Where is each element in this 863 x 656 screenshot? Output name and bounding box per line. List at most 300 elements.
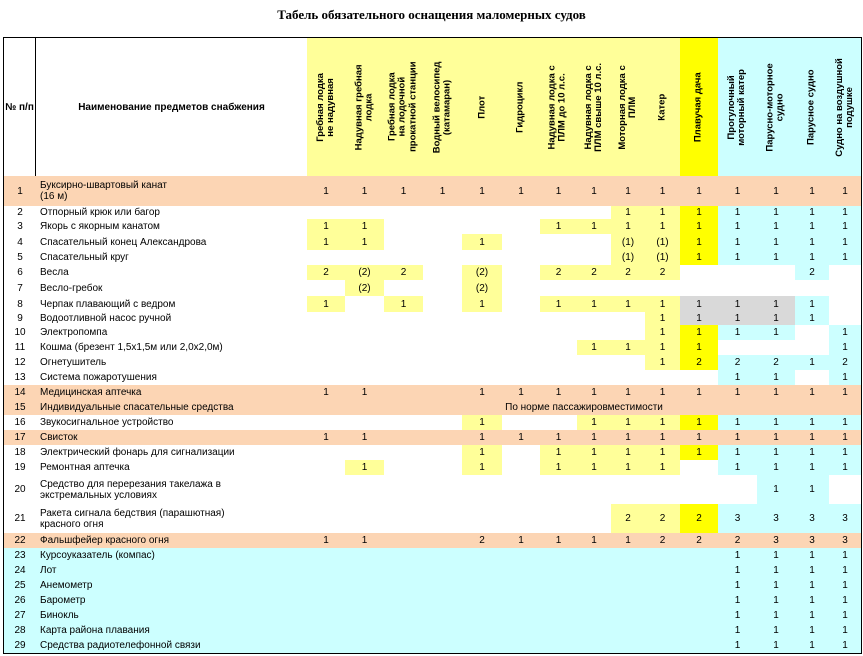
header-column-label [835, 58, 856, 157]
value-cell: 1 [611, 206, 646, 220]
value-cell [502, 296, 541, 313]
row-name [36, 325, 308, 341]
header-column [718, 37, 758, 177]
value-cell [345, 296, 385, 313]
value-cell [462, 623, 503, 639]
value-cell: 1 [462, 296, 503, 313]
value-cell [345, 370, 385, 386]
value-cell: 1 [718, 176, 758, 207]
row-name [36, 340, 308, 356]
value-cell: 1 [795, 623, 830, 639]
row-name-text: Бинокль [40, 610, 79, 621]
header-column-line: Судно на воздушной [833, 57, 845, 157]
row-name [36, 250, 308, 266]
value-cell [502, 578, 541, 594]
value-cell: 1 [645, 355, 681, 371]
value-cell: 1 [540, 385, 578, 401]
row-name [36, 578, 308, 594]
value-cell [462, 325, 503, 341]
row-name [36, 563, 308, 579]
value-cell [345, 608, 385, 624]
value-cell [502, 608, 541, 624]
value-cell [611, 548, 646, 564]
value-cell [462, 548, 503, 564]
value-cell: 1 [757, 475, 796, 505]
value-cell: 1 [611, 385, 646, 401]
row-number: 12 [3, 355, 37, 371]
value-cell [540, 563, 578, 579]
value-cell: 1 [829, 250, 862, 266]
value-cell [384, 623, 424, 639]
value-cell [502, 593, 541, 609]
value-cell [384, 355, 424, 371]
value-cell [423, 638, 463, 654]
value-cell: 1 [795, 312, 830, 326]
row-name-text: Черпак плавающий с ведром [40, 298, 176, 310]
value-cell: 1 [757, 312, 796, 326]
value-cell [307, 548, 346, 564]
value-cell [645, 593, 681, 609]
value-cell: 2 [680, 504, 719, 534]
value-cell [502, 219, 541, 235]
value-cell: 1 [829, 415, 862, 431]
value-cell [680, 608, 719, 624]
value-cell [423, 430, 463, 446]
value-cell [345, 475, 385, 505]
value-cell [577, 206, 612, 220]
value-cell: 1 [795, 385, 830, 401]
value-cell: 1 [540, 219, 578, 235]
value-cell [345, 638, 385, 654]
value-cell: 1 [307, 234, 346, 251]
value-cell: 2 [645, 504, 681, 534]
value-cell [757, 265, 796, 281]
value-cell: 1 [829, 623, 862, 639]
row-number: 9 [3, 312, 37, 326]
value-cell [540, 638, 578, 654]
value-cell [423, 415, 463, 431]
value-cell: 1 [757, 593, 796, 609]
value-cell: 1 [795, 234, 830, 251]
value-cell: 1 [757, 548, 796, 564]
value-cell: 1 [757, 325, 796, 341]
row-name-text: Система пожаротушения [40, 372, 157, 383]
value-cell: 1 [718, 250, 758, 266]
header-column [462, 37, 503, 177]
header-column-line: Парусное судно [805, 69, 817, 145]
header-column [345, 37, 385, 177]
value-cell [462, 593, 503, 609]
value-cell: 2 [680, 355, 719, 371]
value-cell [384, 460, 424, 476]
value-cell [540, 312, 578, 326]
row-number: 8 [3, 296, 37, 313]
row-name [36, 385, 308, 401]
row-name-text: Фальшфейер красного огня [40, 535, 170, 546]
value-cell: 1 [795, 415, 830, 431]
value-cell: 1 [680, 445, 719, 461]
value-cell [384, 325, 424, 341]
value-cell: 1 [795, 355, 830, 371]
row-name-text: Водоотливной насос ручной [40, 313, 172, 324]
header-column-line: судно [775, 93, 787, 121]
value-cell [540, 578, 578, 594]
value-cell: 1 [829, 325, 862, 341]
row-number: 27 [3, 608, 37, 624]
value-cell [384, 593, 424, 609]
value-cell [345, 250, 385, 266]
header-column [423, 37, 463, 177]
value-cell: 1 [645, 460, 681, 476]
value-cell [384, 638, 424, 654]
row-name-line1: Средство для перерезания такелажа в [40, 478, 221, 490]
value-cell [345, 445, 385, 461]
header-column-label [694, 72, 704, 142]
value-cell: 1 [795, 430, 830, 446]
value-cell [345, 415, 385, 431]
value-cell: 1 [680, 415, 719, 431]
value-cell: 1 [795, 548, 830, 564]
value-cell [502, 504, 541, 534]
header-column-label [727, 69, 748, 146]
value-cell [423, 460, 463, 476]
value-cell [384, 415, 424, 431]
value-cell [384, 548, 424, 564]
header-column [307, 37, 346, 177]
value-cell: 1 [680, 296, 719, 313]
value-cell [307, 475, 346, 505]
value-cell [345, 623, 385, 639]
value-cell [384, 445, 424, 461]
value-cell [577, 623, 612, 639]
value-cell [345, 504, 385, 534]
value-cell: 1 [718, 370, 758, 386]
value-cell [680, 578, 719, 594]
value-cell: 1 [645, 340, 681, 356]
row-name-line1: Ракета сигнала бедствия (парашютная) [40, 507, 225, 519]
value-cell [577, 370, 612, 386]
value-cell [611, 370, 646, 386]
value-cell: 1 [795, 445, 830, 461]
row-name-text: Карта района плавания [40, 625, 150, 636]
value-cell: 1 [502, 430, 541, 446]
header-column-line: подушке [844, 86, 855, 128]
value-cell: 1 [757, 219, 796, 235]
value-cell: 1 [645, 312, 681, 326]
row-name [36, 475, 308, 505]
header-column-label [477, 96, 487, 119]
header-column [540, 37, 578, 177]
value-cell: 1 [611, 176, 646, 207]
value-cell: 1 [795, 563, 830, 579]
row-name-text: Барометр [40, 595, 86, 606]
header-column-label [618, 65, 639, 149]
value-cell: 1 [718, 608, 758, 624]
value-cell [423, 265, 463, 281]
value-cell [795, 280, 830, 297]
value-cell [502, 340, 541, 356]
row-name-text [40, 479, 221, 501]
value-cell [540, 504, 578, 534]
value-cell: 1 [757, 608, 796, 624]
value-cell [645, 638, 681, 654]
value-cell: 1 [462, 430, 503, 446]
value-cell: 1 [577, 415, 612, 431]
value-cell [384, 608, 424, 624]
value-cell: 1 [462, 234, 503, 251]
value-cell: 1 [680, 176, 719, 207]
row-name [36, 638, 308, 654]
value-cell [577, 355, 612, 371]
header-column-line: Гребная лодка [314, 72, 326, 142]
value-cell: (1) [611, 234, 646, 251]
value-cell [384, 533, 424, 549]
row-name-line2: красного огня [40, 518, 104, 530]
value-cell [423, 608, 463, 624]
value-cell [307, 608, 346, 624]
value-cell [577, 638, 612, 654]
value-cell [307, 578, 346, 594]
header-column-line: Плот [475, 95, 487, 119]
value-cell: 1 [680, 312, 719, 326]
value-cell: 1 [795, 578, 830, 594]
value-cell [307, 370, 346, 386]
row-name [36, 415, 308, 431]
row-number: 4 [3, 234, 37, 251]
value-cell: 1 [829, 206, 862, 220]
value-cell: 2 [645, 533, 681, 549]
row-number: 7 [3, 280, 37, 297]
row-number: 29 [3, 638, 37, 654]
value-cell: 1 [680, 206, 719, 220]
value-cell [384, 280, 424, 297]
row-note: По норме пассажировместимости [307, 400, 862, 416]
value-cell: 1 [795, 206, 830, 220]
value-cell [502, 370, 541, 386]
header-column-line: Катер [656, 93, 668, 121]
row-number: 13 [3, 370, 37, 386]
value-cell: 2 [718, 533, 758, 549]
value-cell [345, 578, 385, 594]
row-name-text: Якорь с якорным канатом [40, 221, 160, 232]
value-cell [502, 460, 541, 476]
value-cell: 2 [611, 504, 646, 534]
value-cell [611, 475, 646, 505]
value-cell: 3 [795, 533, 830, 549]
value-cell [462, 608, 503, 624]
value-cell: 1 [462, 460, 503, 476]
value-cell: 1 [829, 578, 862, 594]
value-cell [757, 340, 796, 356]
value-cell [384, 563, 424, 579]
value-cell [680, 548, 719, 564]
row-name-text: Ремонтная аптечка [40, 462, 130, 473]
row-name-text: Огнетушитель [40, 357, 107, 368]
value-cell: 1 [577, 176, 612, 207]
value-cell [540, 548, 578, 564]
row-name-text: Анемометр [40, 580, 93, 591]
row-number: 11 [3, 340, 37, 356]
value-cell [680, 623, 719, 639]
value-cell [345, 563, 385, 579]
value-cell: 1 [577, 430, 612, 446]
header-column-line: (катамаран) [441, 79, 453, 135]
value-cell [680, 460, 719, 476]
row-name [36, 623, 308, 639]
value-cell [611, 563, 646, 579]
row-name-text: Курсоуказатель (компас) [40, 550, 155, 561]
value-cell [345, 355, 385, 371]
row-number: 26 [3, 593, 37, 609]
value-cell [680, 265, 719, 281]
header-column-label [657, 94, 667, 121]
header-column-line: ПЛМ [627, 96, 638, 118]
row-name [36, 445, 308, 461]
value-cell [611, 325, 646, 341]
row-name [36, 234, 308, 251]
value-cell [307, 206, 346, 220]
value-cell: 1 [540, 430, 578, 446]
value-cell [829, 296, 862, 313]
value-cell: 1 [611, 445, 646, 461]
value-cell: 3 [718, 504, 758, 534]
value-cell [829, 312, 862, 326]
row-name-text: Кошма (брезент 1,5х1,5м или 2,0х2,0м) [40, 342, 223, 353]
value-cell: 1 [795, 638, 830, 654]
value-cell: 1 [757, 234, 796, 251]
value-cell: 1 [757, 250, 796, 266]
value-cell: 1 [577, 533, 612, 549]
value-cell: 1 [680, 250, 719, 266]
value-cell: 1 [645, 296, 681, 313]
value-cell [540, 623, 578, 639]
value-cell: 1 [718, 578, 758, 594]
value-cell [307, 445, 346, 461]
value-cell [540, 370, 578, 386]
value-cell: 1 [829, 385, 862, 401]
value-cell: 1 [680, 234, 719, 251]
header-column-label [354, 64, 375, 150]
value-cell: 1 [829, 176, 862, 207]
header-column-label [584, 63, 605, 152]
value-cell [423, 340, 463, 356]
row-name [36, 265, 308, 281]
value-cell: 1 [611, 219, 646, 235]
value-cell [502, 206, 541, 220]
row-name-text [40, 508, 225, 530]
row-name [36, 355, 308, 371]
value-cell: 1 [462, 385, 503, 401]
value-cell: 1 [462, 415, 503, 431]
value-cell [423, 593, 463, 609]
value-cell [611, 593, 646, 609]
value-cell: 1 [307, 296, 346, 313]
value-cell: 1 [680, 340, 719, 356]
value-cell [345, 325, 385, 341]
row-name [36, 593, 308, 609]
value-cell: 1 [645, 415, 681, 431]
row-number: 6 [3, 265, 37, 281]
value-cell: 1 [645, 445, 681, 461]
value-cell: 1 [577, 340, 612, 356]
value-cell: 1 [829, 460, 862, 476]
value-cell [829, 475, 862, 505]
value-cell [795, 340, 830, 356]
row-name [36, 219, 308, 235]
header-column-line: Надувная гребная [353, 64, 365, 150]
value-cell [611, 638, 646, 654]
row-name-text: Средства радиотелефонной связи [40, 640, 201, 651]
row-name-text [40, 180, 167, 202]
row-number: 25 [3, 578, 37, 594]
value-cell [345, 340, 385, 356]
value-cell: 1 [645, 176, 681, 207]
value-cell: 1 [757, 206, 796, 220]
value-cell [423, 623, 463, 639]
value-cell: 1 [718, 593, 758, 609]
value-cell [307, 325, 346, 341]
value-cell: 3 [795, 504, 830, 534]
header-column-line: моторный катер [736, 68, 748, 146]
value-cell [384, 504, 424, 534]
row-name-line1: Буксирно-швартовый канат [40, 180, 168, 191]
value-cell [645, 475, 681, 505]
value-cell [577, 325, 612, 341]
value-cell [502, 325, 541, 341]
value-cell [502, 415, 541, 431]
value-cell: 1 [540, 460, 578, 476]
value-cell: 2 [757, 355, 796, 371]
value-cell: (2) [345, 280, 385, 297]
value-cell: 3 [829, 504, 862, 534]
value-cell [384, 219, 424, 235]
value-cell: 1 [757, 578, 796, 594]
row-name-text: Медицинская аптечка [40, 387, 142, 398]
value-cell: 1 [645, 385, 681, 401]
value-cell [423, 312, 463, 326]
value-cell: 1 [757, 176, 796, 207]
row-name [36, 430, 308, 446]
value-cell: 1 [307, 385, 346, 401]
value-cell: 2 [829, 355, 862, 371]
value-cell [307, 355, 346, 371]
value-cell [577, 475, 612, 505]
header-column [645, 37, 681, 177]
row-name [36, 608, 308, 624]
page-title: Табель обязательного оснащения маломерных судов [277, 7, 586, 22]
row-number: 22 [3, 533, 37, 549]
value-cell [645, 548, 681, 564]
row-name-line2: (16 м) [40, 191, 68, 202]
value-cell: 1 [718, 460, 758, 476]
value-cell: (2) [462, 280, 503, 297]
header-column [611, 37, 646, 177]
header-column-label [548, 65, 569, 149]
value-cell: 1 [757, 460, 796, 476]
value-cell [423, 533, 463, 549]
value-cell [645, 608, 681, 624]
value-cell [307, 593, 346, 609]
value-cell: 1 [345, 176, 385, 207]
value-cell [462, 340, 503, 356]
value-cell: 1 [795, 608, 830, 624]
row-name [36, 533, 308, 549]
value-cell: 1 [577, 296, 612, 313]
value-cell [307, 340, 346, 356]
value-cell [307, 623, 346, 639]
value-cell: 1 [757, 638, 796, 654]
value-cell: 1 [345, 533, 385, 549]
